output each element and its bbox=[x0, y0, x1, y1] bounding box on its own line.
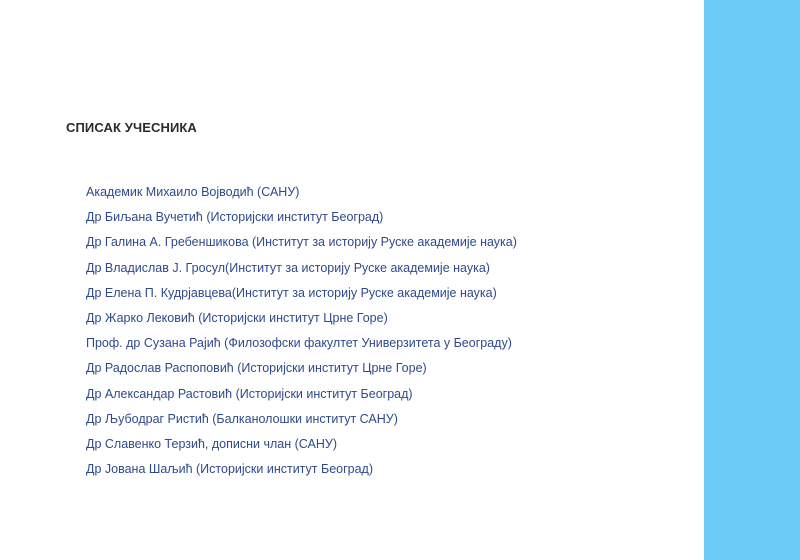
participant-item: Др Славенко Терзић, дописни члан (САНУ) bbox=[86, 437, 337, 452]
participant-item: Проф. др Сузана Рајић (Филозофски факултет Универзитета у Београду) bbox=[86, 336, 512, 351]
participants-list bbox=[86, 180, 517, 482]
side-decorative-band bbox=[704, 0, 800, 560]
participant-item: Др Љубодраг Ристић (Балканолошки институт САНУ) bbox=[86, 411, 398, 426]
participants-heading: СПИСАК УЧЕСНИКА bbox=[66, 120, 197, 135]
participant-item: Др Радослав Распоповић (Историјски институт Црне Горе) bbox=[86, 361, 427, 376]
participant-item: Др Владислав Ј. Гросул(Институт за историју Руске академије наука) bbox=[86, 260, 490, 275]
participant-item: Академик Михаило Војводић (САНУ) bbox=[86, 185, 300, 199]
participant-item: Др Јована Шаљић (Историјски институт Београд) bbox=[86, 462, 374, 477]
participant-item: Др Елена П. Кудрјавцева(Институт за историју Руске академије наука) bbox=[86, 285, 497, 300]
participant-item: Др Галина А. Гребеншикова (Институт за историју Руске академије наука) bbox=[86, 235, 517, 250]
participant-item: Др Жарко Лековић (Историјски институт Црне Горе) bbox=[86, 311, 388, 326]
participant-item: Др Биљана Вучетић (Историјски институт Београд) bbox=[86, 210, 384, 225]
participant-item: Др Александар Растовић (Историјски институт Београд) bbox=[86, 386, 413, 401]
